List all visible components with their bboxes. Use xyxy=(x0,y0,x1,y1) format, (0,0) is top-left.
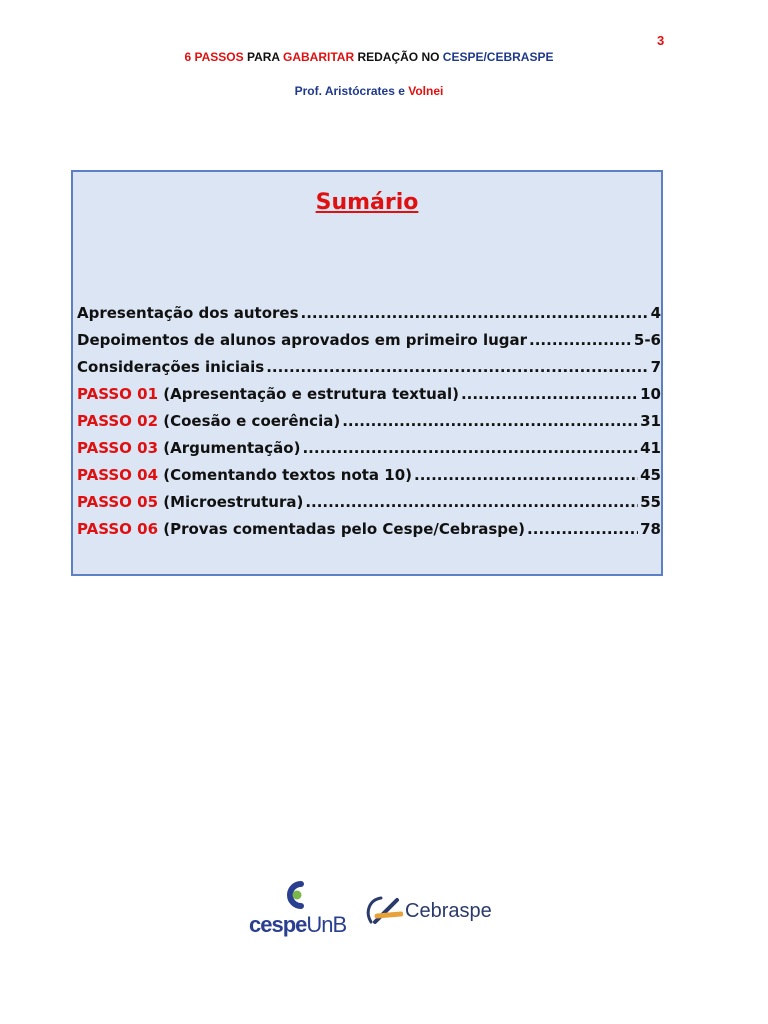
toc-leader-dots xyxy=(527,520,638,538)
toc-label xyxy=(77,385,459,403)
toc-passo: PASSO 05 xyxy=(77,493,159,511)
toc-leader-dots xyxy=(301,304,649,322)
toc-text: Depoimentos de alunos aprovados em primeiro lugar xyxy=(77,331,528,349)
toc-text: (Apresentação e estrutura textual) xyxy=(158,385,459,403)
toc-entry[interactable] xyxy=(77,385,661,412)
cespe-word: cespe xyxy=(249,912,307,937)
toc-page-number: 41 xyxy=(640,439,661,457)
toc-label xyxy=(77,466,412,484)
summary-title: Sumário xyxy=(315,190,419,215)
toc-entry[interactable] xyxy=(77,412,661,439)
toc-passo: PASSO 01 xyxy=(77,385,159,403)
toc-passo: PASSO 02 xyxy=(77,412,159,430)
toc-page-number: 7 xyxy=(650,358,661,376)
toc-leader-dots xyxy=(461,385,638,403)
toc-entry[interactable] xyxy=(77,493,661,520)
header-title-part: REDAÇÃO NO xyxy=(354,50,443,64)
toc-leader-dots xyxy=(305,493,638,511)
toc-entry[interactable] xyxy=(77,304,661,331)
toc-text: (Coesão e coerência) xyxy=(158,412,341,430)
header-title-part: PARA xyxy=(243,50,283,64)
authors-highlight: Volnei xyxy=(408,84,444,98)
toc-page-number: 45 xyxy=(640,466,661,484)
toc-page-number: 10 xyxy=(640,385,661,403)
toc-text: (Microestrutura) xyxy=(158,493,304,511)
cebraspe-wordmark: Cebraspe xyxy=(405,900,492,922)
header-title-part: GABARITAR xyxy=(283,50,355,64)
toc-text: (Comentando textos nota 10) xyxy=(158,466,412,484)
cespe-unb-logo xyxy=(249,880,349,940)
summary-box xyxy=(71,170,663,576)
toc-text: Considerações iniciais xyxy=(77,358,265,376)
cebraspe-logo xyxy=(361,892,491,932)
toc-entry[interactable] xyxy=(77,439,661,466)
page-number: 3 xyxy=(657,33,665,48)
toc-text: Apresentação dos autores xyxy=(77,304,299,322)
cespe-symbol-icon xyxy=(249,880,349,912)
toc-page-number: 55 xyxy=(640,493,661,511)
toc-leader-dots xyxy=(302,439,638,457)
toc-page-number: 4 xyxy=(650,304,661,322)
toc-label xyxy=(77,520,525,538)
unb-word: UnB xyxy=(306,912,347,937)
document-header-title xyxy=(0,50,738,64)
toc-leader-dots xyxy=(414,466,638,484)
toc-label xyxy=(77,439,300,457)
toc-leader-dots xyxy=(266,358,648,376)
toc-text: (Provas comentadas pelo Cespe/Cebraspe) xyxy=(158,520,526,538)
toc-leader-dots xyxy=(529,331,632,349)
toc-page-number: 31 xyxy=(640,412,661,430)
toc-passo: PASSO 03 xyxy=(77,439,159,457)
toc-page-number: 5-6 xyxy=(633,331,661,349)
toc-entry[interactable] xyxy=(77,466,661,493)
toc-passo: PASSO 06 xyxy=(77,520,159,538)
table-of-contents xyxy=(77,304,661,547)
toc-label xyxy=(77,358,264,376)
toc-label xyxy=(77,412,340,430)
cespe-wordmark xyxy=(249,912,346,938)
toc-label xyxy=(77,493,303,511)
toc-entry[interactable] xyxy=(77,358,661,385)
toc-page-number: 78 xyxy=(640,520,661,538)
cebraspe-symbol-icon xyxy=(361,892,403,932)
toc-passo: PASSO 04 xyxy=(77,466,159,484)
toc-leader-dots xyxy=(342,412,638,430)
header-title-part: CESPE/CEBRASPE xyxy=(442,50,554,64)
header-title-part: 6 PASSOS xyxy=(184,50,244,64)
toc-text: (Argumentação) xyxy=(158,439,301,457)
toc-entry[interactable] xyxy=(77,331,661,358)
authors-prefix: Prof. Aristócrates e xyxy=(294,84,409,98)
toc-entry[interactable] xyxy=(77,520,661,547)
toc-label xyxy=(77,304,299,322)
document-header-authors xyxy=(0,84,738,98)
toc-label xyxy=(77,331,527,349)
